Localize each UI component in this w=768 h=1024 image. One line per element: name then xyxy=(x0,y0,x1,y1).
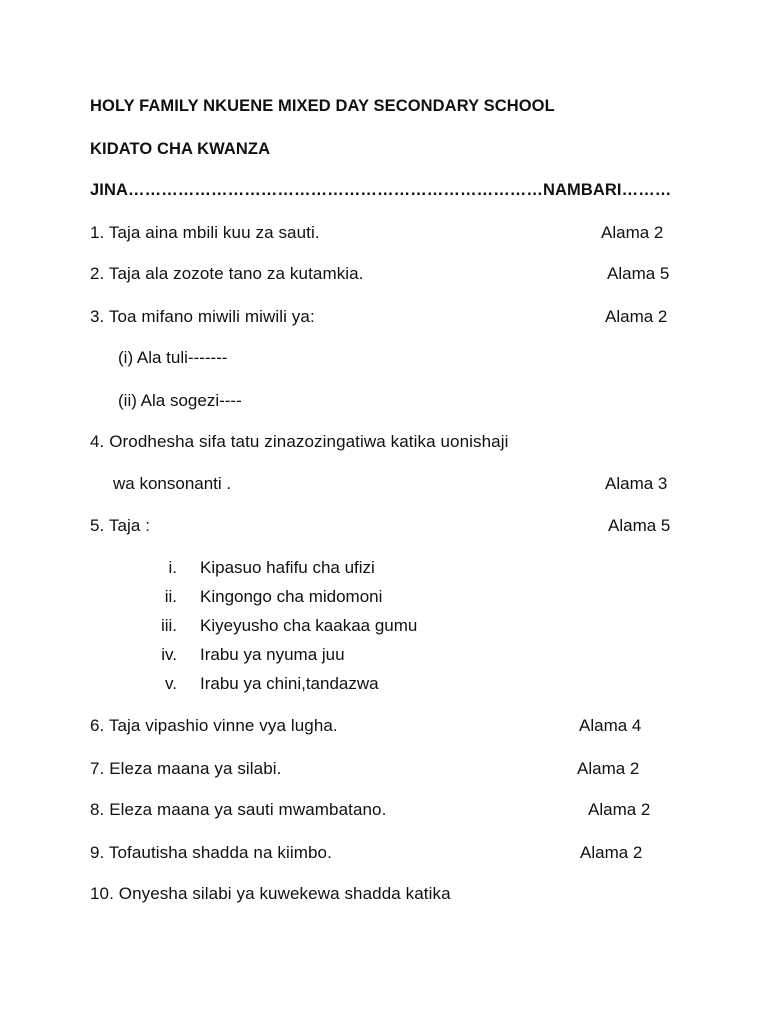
question-9-marks: Alama 2 xyxy=(580,843,643,862)
question-5: 5. Taja : xyxy=(90,516,151,535)
question-9: 9. Tofautisha shadda na kiimbo. xyxy=(90,843,332,862)
question-3-part-i: (i) Ala tuli------- xyxy=(118,348,228,367)
q5-item-num: v. xyxy=(165,674,177,693)
question-1-marks: Alama 2 xyxy=(601,223,664,242)
form-title: KIDATO CHA KWANZA xyxy=(90,140,271,158)
q5-item-num: ii. xyxy=(164,587,177,606)
question-1: 1. Taja aina mbili kuu za sauti. xyxy=(90,223,320,242)
q5-item-text: Kipasuo hafifu cha ufizi xyxy=(200,558,375,577)
question-10: 10. Onyesha silabi ya kuwekewa shadda katika xyxy=(90,884,451,903)
question-4: 4. Orodhesha sifa tatu zinazozingatiwa katika uonishaji xyxy=(90,432,509,451)
question-7-marks: Alama 2 xyxy=(577,759,640,778)
name-number-line: JINA…………………………………………………………………NAMBARI……… xyxy=(90,181,672,199)
question-3-marks: Alama 2 xyxy=(605,307,668,326)
q5-item-text: Irabu ya chini,tandazwa xyxy=(200,674,379,693)
school-title: HOLY FAMILY NKUENE MIXED DAY SECONDARY SCHOOL xyxy=(90,97,555,115)
q5-item-text: Kingongo cha midomoni xyxy=(200,587,383,606)
question-2: 2. Taja ala zozote tano za kutamkia. xyxy=(90,264,364,283)
question-4-continuation: wa konsonanti . xyxy=(113,474,232,493)
q5-item-num: iii. xyxy=(160,616,177,635)
question-6: 6. Taja vipashio vinne vya lugha. xyxy=(90,716,338,735)
q5-item-num: i. xyxy=(168,558,177,577)
question-8: 8. Eleza maana ya sauti mwambatano. xyxy=(90,800,387,819)
question-5-marks: Alama 5 xyxy=(608,516,671,535)
q5-item-text: Kiyeyusho cha kaakaa gumu xyxy=(200,616,418,635)
question-7: 7. Eleza maana ya silabi. xyxy=(90,759,282,778)
question-3-part-ii: (ii) Ala sogezi---- xyxy=(118,391,242,410)
question-8-marks: Alama 2 xyxy=(588,800,651,819)
q5-item-num: iv. xyxy=(161,645,177,664)
q5-item-text: Irabu ya nyuma juu xyxy=(200,645,345,664)
question-6-marks: Alama 4 xyxy=(579,716,642,735)
question-4-marks: Alama 3 xyxy=(605,474,668,493)
question-2-marks: Alama 5 xyxy=(607,264,670,283)
question-3: 3. Toa mifano miwili miwili ya: xyxy=(90,307,315,326)
